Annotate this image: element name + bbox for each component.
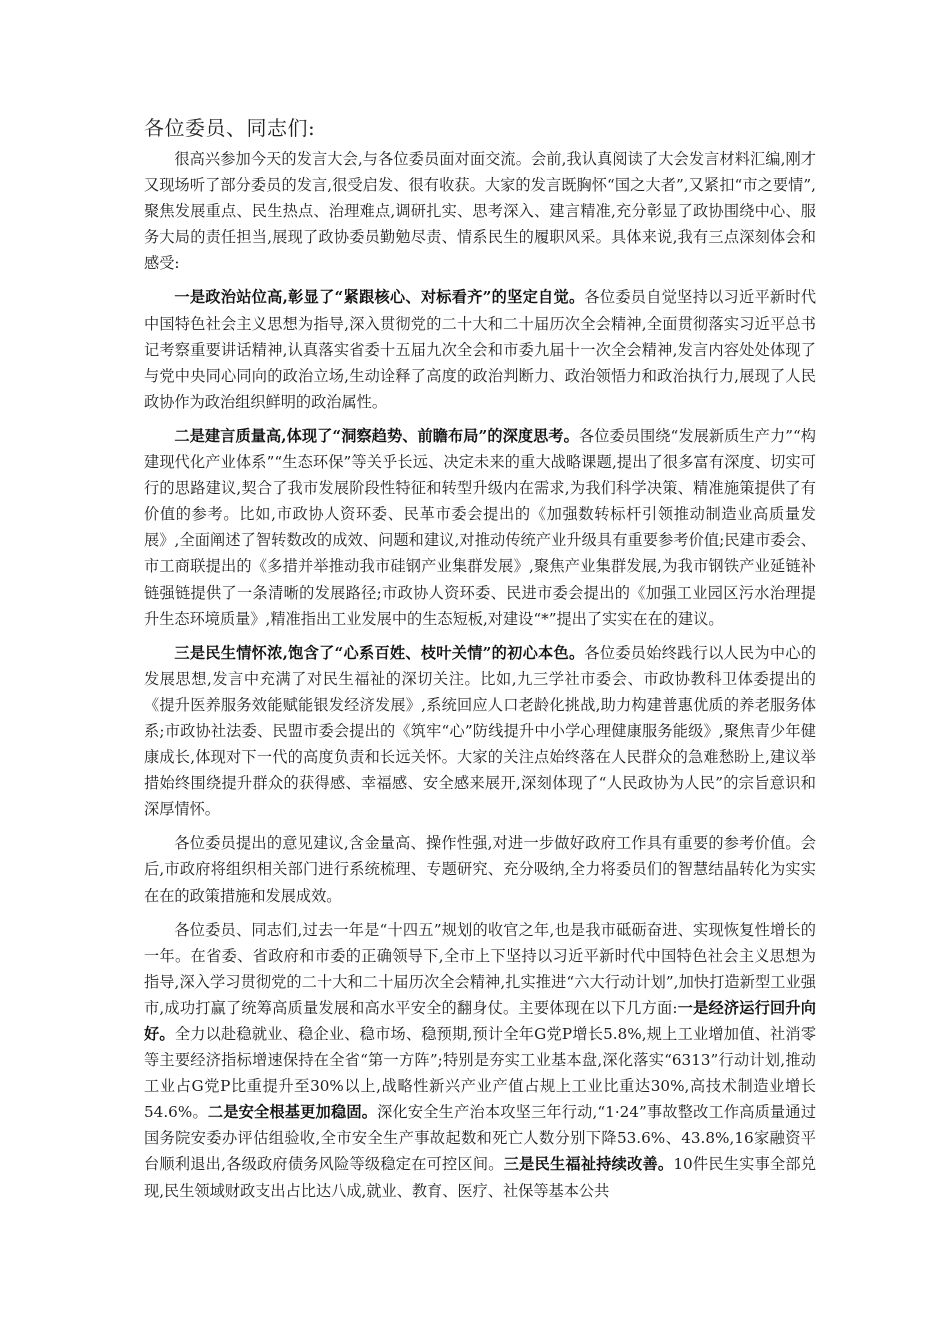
point-one-text: 各位委员自觉坚持以习近平新时代中国特色社会主义思想为指导,深入贯彻党的二十大和二十届历次全会精神,全面贯彻落实习近平总书记考察重要讲话精神,认真落实省委十五届九次全会和市委九届十一次全会精神,发言内容处处体现了与党中央同心同向的政治立场,生动诠释了高度的政治判断力、政治领悟力和政治执行力,展现了人民政协作为政治组织鲜明的政治属性。	[144, 288, 817, 411]
review-heading-economy: 一是经济运行回升向好。	[144, 998, 816, 1043]
paragraph-followup-text: 各位委员提出的意见建议,含金量高、操作性强,对进一步做好政府工作具有重要的参考价值。会后,市政府将组织相关部门进行系统梳理、专题研究、充分吸纳,全力将委员们的智慧结晶转化为实实在在的政策措施和发展成效。	[144, 834, 816, 905]
salutation: 各位委员、同志们:	[144, 116, 316, 140]
paragraph-point-one	[144, 284, 816, 414]
review-heading-livelihood: 三是民生福祉持续改善。	[503, 1155, 674, 1174]
review-livelihood-text: 10件民生实事全部兑现,民生领域财政支出占比达八成,就业、教育、医疗、社保等基本公共	[144, 1155, 817, 1200]
paragraph-point-two	[144, 423, 816, 632]
point-one-heading: 一是政治站位高,彰显了“紧跟核心、对标看齐”的坚定自觉。	[174, 288, 585, 307]
paragraph-followup	[144, 830, 816, 908]
document-body	[144, 114, 816, 1212]
point-three-text: 各位委员始终践行以人民为中心的发展思想,发言中充满了对民生福祉的深切关注。比如,九三学社市委会、市政协教科卫体委提出的《提升医养服务效能赋能银发经济发展》,系统回应人口老龄化挑战,助力构建普惠优质的养老服务体系;市政协社法委、民盟市委会提出的《筑牢“心”防线提升中小学心理健康服务能级》,聚焦青少年健康成长,体现对下一代的高度负责和长远关怀。大家的关注点始终落在人民群众的急难愁盼上,建议举措始终围绕提升群众的获得感、幸福感、安全感来展开,深刻体现了“人民政协为人民”的宗旨意识和深厚情怀。	[144, 643, 817, 819]
paragraph-review	[144, 917, 816, 1204]
paragraph-intro-text: 很高兴参加今天的发言大会,与各位委员面对面交流。会前,我认真阅读了大会发言材料汇编,刚才又现场听了部分委员的发言,很受启发、很有收获。大家的发言既胸怀“国之大者”,又紧扣“市之要情”,聚焦发展重点、民生热点、治理难点,调研扎实、思考深入、建言精准,充分彰显了政协围绕中心、服务大局的责任担当,展现了政协委员勤勉尽责、情系民生的履职风采。具体来说,我有三点深刻体会和感受:	[144, 150, 816, 273]
paragraph-point-three	[144, 640, 816, 823]
review-safety-text: 深化安全生产治本攻坚三年行动,“1·24”事故整改工作高质量通过国务院安委办评估组验收,全市安全生产事故起数和死亡人数分别下降53.6%、43.8%,16家融资平台顺利退出,各级政府债务风险等级稳定在可控区间。	[144, 1103, 817, 1174]
paragraph-intro	[144, 146, 816, 276]
point-three-heading: 三是民生情怀浓,饱含了“心系百姓、枝叶关情”的初心本色。	[174, 643, 585, 662]
point-two-text: 各位委员围绕“发展新质生产力”“构建现代化产业体系”“生态环保”等关乎长远、决定未来的重大战略课题,提出了很多富有深度、切实可行的思路建议,契合了我市发展阶段性特征和转型升级内在需求,为我们科学决策、精准施策提供了有价值的参考。比如,市政协人资环委、民革市委会提出的《加强数转标杆引领推动制造业高质量发展》,全面阐述了智转数改的成效、问题和建议,对推动传统产业升级具有重要参考价值;民建市委会、市工商联提出的《多措并举推动我市硅钢产业集群发展》,聚焦产业集群发展,为我市钢铁产业延链补链强链提供了一条清晰的发展路径;市政协人资环委、民进市委会提出的《加强工业园区污水治理提升生态环境质量》,精准指出工业发展中的生态短板,对建设“*”提出了实实在在的建议。	[144, 426, 816, 628]
review-intro-text: 各位委员、同志们,过去一年是“十四五”规划的收官之年,也是我市砥砺奋进、实现恢复性增长的一年。在省委、省政府和市委的正确领导下,全市上下坚持以习近平新时代中国特色社会主义思想为指导,深入学习贯彻党的二十大和二十届历次全会精神,扎实推进“六大行动计划”,加快打造新型工业强市,成功打赢了统筹高质量发展和高水平安全的翻身仗。主要体现在以下几方面:	[144, 920, 816, 1017]
review-heading-safety: 二是安全根基更加稳固。	[207, 1103, 378, 1122]
review-economy-text: 全力以赴稳就业、稳企业、稳市场、稳预期,预计全年G党P增长5.8%,规上工业增加值、社消零等主要经济指标增速保持在全省“第一方阵”;特别是夯实工业基本盘,深化落实“6313”行动计划,推动工业占G党P比重提升至30%以上,战略性新兴产业产值占规上工业比重达30%,高技术制造业增长54.6%。	[144, 1025, 817, 1122]
point-two-heading: 二是建言质量高,体现了“洞察趋势、前瞻布局”的深度思考。	[174, 426, 579, 445]
